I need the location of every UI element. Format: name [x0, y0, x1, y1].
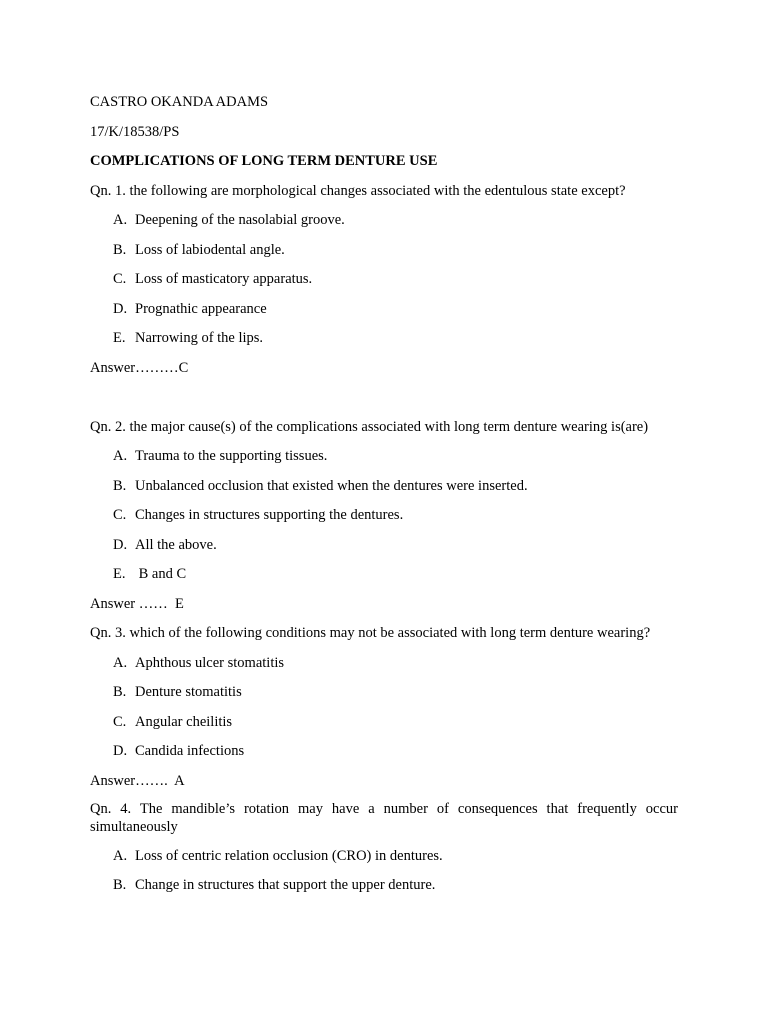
- blank-line: [90, 387, 678, 417]
- option-text: Denture stomatitis: [135, 684, 242, 700]
- question-3-answer: Answer……. A: [90, 772, 185, 789]
- document-page: [90, 92, 678, 905]
- question-1-answer: Answer………C: [90, 359, 189, 376]
- option-text: Loss of masticatory apparatus.: [135, 271, 313, 287]
- question-2-option-a: [90, 446, 678, 466]
- question-3-option-a: [90, 653, 678, 673]
- option-text: Candida infections: [135, 743, 245, 759]
- question-3-prompt: Qn. 3. which of the following conditions may not be associated with long term denture wearing?: [90, 625, 651, 641]
- option-text: Changes in structures supporting the dentures.: [135, 507, 404, 523]
- option-text: Loss of centric relation occlusion (CRO) in dentures.: [135, 847, 443, 864]
- question-3-option-c: [90, 712, 678, 732]
- option-letter: E.: [113, 330, 126, 346]
- question-1-option-c: [90, 269, 678, 289]
- option-letter: A.: [113, 212, 128, 228]
- option-letter: C.: [113, 713, 127, 730]
- option-letter: A.: [113, 448, 128, 464]
- option-letter: B.: [113, 877, 127, 893]
- question-3-option-b: [90, 682, 678, 702]
- student-name: CASTRO OKANDA ADAMS: [90, 94, 269, 110]
- question-1-option-e: [90, 328, 678, 348]
- option-letter: D.: [113, 300, 128, 317]
- option-text: Change in structures that support the upper denture.: [135, 877, 436, 893]
- option-text: Trauma to the supporting tissues.: [135, 448, 328, 464]
- question-2-prompt: Qn. 2. the major cause(s) of the complications associated with long term denture wearing is(are): [90, 418, 649, 435]
- option-text: All the above.: [135, 536, 217, 553]
- option-text: B and C: [135, 566, 187, 582]
- question-4-option-a: [90, 846, 678, 866]
- option-letter: B.: [113, 241, 127, 258]
- question-1-option-b: [90, 240, 678, 260]
- option-letter: D.: [113, 536, 128, 553]
- question-4-option-b: [90, 875, 678, 895]
- question-2-option-c: [90, 505, 678, 525]
- option-letter: D.: [113, 743, 128, 759]
- question-2-option-e: [90, 564, 678, 584]
- option-letter: A.: [113, 847, 128, 864]
- option-letter: C.: [113, 507, 127, 523]
- document-title: COMPLICATIONS OF LONG TERM DENTURE USE: [90, 153, 438, 169]
- question-3-option-d: [90, 741, 678, 761]
- question-2-option-b: [90, 476, 678, 496]
- option-text: Prognathic appearance: [135, 300, 267, 317]
- question-2-answer: Answer …… E: [90, 595, 184, 612]
- registration-number: 17/K/18538/PS: [90, 123, 180, 140]
- option-text: Loss of labiodental angle.: [135, 241, 285, 258]
- option-text: Angular cheilitis: [135, 713, 233, 730]
- question-1-prompt: Qn. 1. the following are morphological changes associated with the edentulous state except?: [90, 182, 626, 199]
- option-text: Unbalanced occlusion that existed when the dentures were inserted.: [135, 477, 528, 494]
- question-1-option-d: [90, 299, 678, 319]
- question-1-option-a: [90, 210, 678, 230]
- option-letter: A.: [113, 654, 128, 671]
- option-text: Narrowing of the lips.: [135, 330, 264, 346]
- option-letter: C.: [113, 271, 127, 287]
- option-letter: B.: [113, 477, 127, 494]
- question-4-prompt: Qn. 4. The mandible’s rotation may have a number of consequences that frequently occur simultaneously: [90, 801, 678, 835]
- option-text: Aphthous ulcer stomatitis: [135, 654, 285, 671]
- question-2-option-d: [90, 535, 678, 555]
- option-letter: E.: [113, 566, 126, 582]
- option-text: Deepening of the nasolabial groove.: [135, 212, 345, 228]
- option-letter: B.: [113, 684, 127, 700]
